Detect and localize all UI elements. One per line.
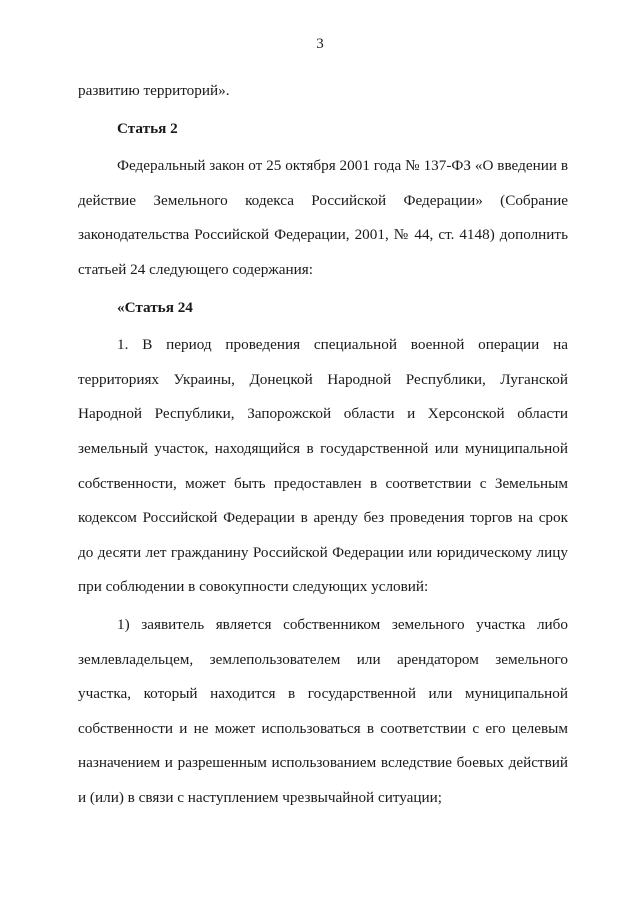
article-2-heading: Статья 2 bbox=[117, 119, 178, 137]
document-body bbox=[78, 74, 568, 815]
article-24-heading: «Статья 24 bbox=[117, 298, 193, 316]
article-24-clause-1: 1. В период проведения специальной военной операции на территориях Украины, Донецкой Народной Республики, Луганской Народной Республики, Запорожской области и Херсонской области земельный участок, находящийся в государственной или муниципальной собственности, может быть предоставлен в соответствии с Земельным кодексом Российской Федерации в аренду без проведения торгов на срок до десяти лет гражданину Российской Федерации или юридическому лицу при соблюдении в совокупности следующих условий: bbox=[78, 336, 568, 596]
paragraph-continuation: развитию территорий». bbox=[78, 82, 230, 99]
article-24-item-1: 1) заявитель является собственником земельного участка либо землевладельцем, землепользователем или арендатором земельного участка, который находится в государственной или муниципальной собственности и не может использоваться в соответствии с его целевым назначением и разрешенным использованием вследствие боевых действий и (или) в связи с наступлением чрезвычайной ситуации; bbox=[78, 615, 568, 806]
page-number: 3 bbox=[316, 36, 324, 52]
article-2-text: Федеральный закон от 25 октября 2001 года № 137-ФЗ «О введении в действие Земельного кодекса Российской Федерации» (Собрание законодательства Российской Федерации, 2001, № 44, ст. 4148) дополнить статьей 24 следующего содержания: bbox=[78, 157, 568, 278]
